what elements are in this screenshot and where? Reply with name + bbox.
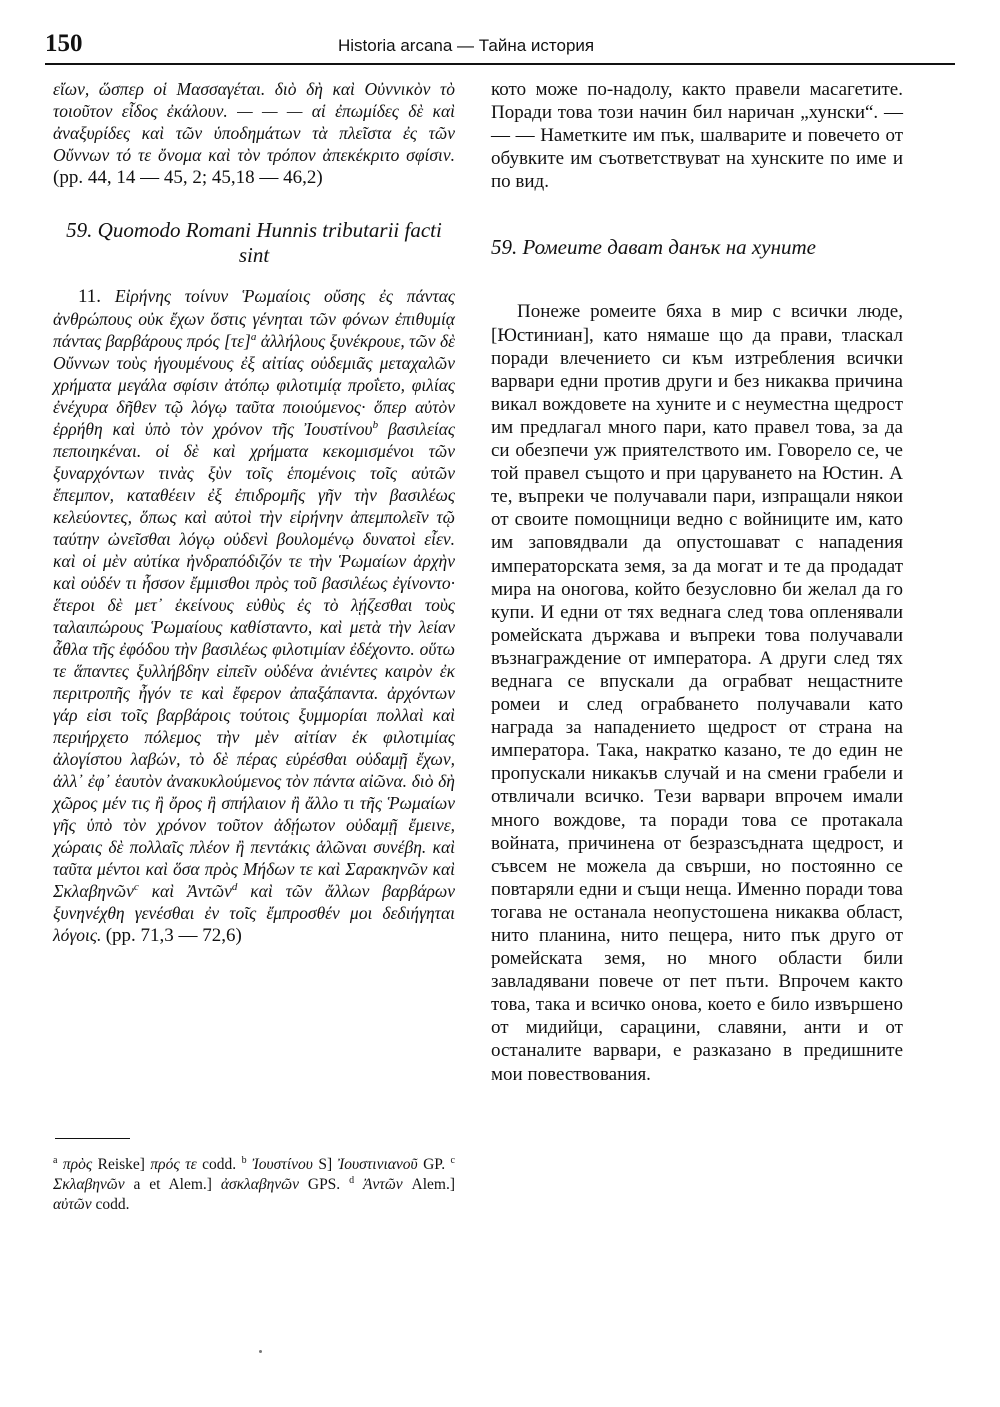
greek-paragraph-text-5: καὶ τῶν ἄλλων βαρβάρων ξυνηνέχθη γενέσθαι ἐν τοῖς ἔμπροσθέν μοι δεδιήγηται λόγοις. — [53, 881, 456, 945]
footnote-d-text-1: Alem.] — [402, 1176, 456, 1193]
bulgarian-column — [491, 78, 903, 1086]
print-speck — [259, 1350, 262, 1353]
note-marker-d: d — [231, 881, 238, 894]
footnote-a-text-2: codd. — [196, 1156, 242, 1173]
bulgarian-paragraph: Понеже ромеите бяха в мир с всички люде, [Юстиниан], като нямаше що да прави, тласкал поради влечението си към изтребления всички варвари едни против други и без никаква причина викал вождовете на хуните и с неуместна щедрост им предлагал много пари, като правел това, за да си обезпечи уж приятелството им. Говорело се, че той правел същото и при царуването на Юстин. А те, въпреки че получавали пари, изпращали някои от своите помощници ведно с войниците им, като им заповядвали да опустошават с нападения императорската земя, за да могат и те да продадат мира на оногова, който безусловно би желал да го купи. И едни от тях веднага след това опленявали ромейската държава и въпреки това получавали възнаграждение от императора. А други след тях веднага се впускали да ограбват нещастните ромеи и след ограбването получавали като награда за нападението щедрост от страна на императора. Така, накратко казано, те до един не пропускали никакъв случай и на смени грабели и отвличали всичко. Тези варвари впрочем имали много вождове, та поради това се протакала войната, причинена от безразсъдната щедрост, и съвсем не можела да свърши, но постоянно се повтаряли едни и същи неща. Именно поради това тогава не останала неопустошена никаква област, нито планина, нито пещера, нито пък друго от ромейската земя, но много области били завладявани повече от пет пъти. Впрочем както това, така и всичко онова, което е било извършено от мидийци, сарацини, славяни, анти и от останалите варвари, е разказано в предишните мои повествования. — [491, 301, 903, 1085]
footnote-a-greek-1: πρὸς — [62, 1156, 93, 1173]
footnote-a-text-1: Reiske] — [92, 1156, 151, 1173]
footnote-c-greek-2: ἀσκλαβηνῶν — [220, 1176, 299, 1193]
footnote-d-mark: d — [349, 1174, 355, 1186]
footnote-b-text-2: GP. — [417, 1156, 451, 1173]
footnote-b-text-1: S] — [312, 1156, 338, 1173]
note-marker-b: b — [372, 419, 379, 432]
greek-continuation — [53, 78, 455, 189]
footnote-d-greek-2: αὐτῶν — [53, 1196, 92, 1213]
greek-paragraph — [53, 285, 455, 947]
note-marker-c: c — [133, 881, 139, 894]
footnote-c-text-2: GPS. — [299, 1176, 350, 1193]
running-title: Historia arcana — Тайна история — [338, 36, 595, 55]
footnote-d-text-2: codd. — [91, 1196, 130, 1213]
greek-paragraph-text-4: καὶ Ἀντῶν — [138, 881, 232, 901]
greek-paragraph-text-3: βασιλείας πεποιηκέναι. οἱ δὲ καὶ χρήματα κεκομισμένοι τῶν ξυναρχόντων τινὰς ξὺν τοῖς ἑπομένοις τοῖς αὐτῶν ἔπεμπον, καταθέειν ἐξ ἐπιδρομῆς γῆν τὴν βασιλέως κελεύοντες, ὅπως καὶ αὐτοὶ τὴν εἰρήνην ἀπεμπολεῖν τῷ ταύτην ὠνεῖσθαι λόγῳ οὐδενὶ βουλομένῳ δυνατοὶ εἶεν. καὶ οἱ μὲν αὐτίκα ἠνδραπόδιζόν τε τὴν Ῥωμαίων ἀρχὴν καὶ οὐδέν τι ἧσσον ἔμμισθοι πρὸς τοῦ βασιλέως ἐγίνοντο· ἕτεροι δὲ μετ᾿ ἐκείνους εὐθὺς ἐς τὸ λῄζεσθαι τοὺς ταλαιπώρους Ῥωμαίους καθίσταντο, καὶ μετὰ τὴν λείαν ἆθλα τῆς ἐφόδου τὴν βασιλέως φιλοτιμίαν ἐδέχοντο. οὕτω τε ἅπαντες ξυλλήβδην εἰπεῖν οὐδένα ἀνιέντες καιρὸν ἐκ περιτροπῆς ἦγόν τε καὶ ἔφερον ἀπαξάπαντα. ἀρχόντων γάρ εἰσι τοῖς βαρβάροις τούτοις ξυμμορίαι πολλαὶ καὶ περιήρχετο πόλεμος τὴν μὲν αἰτίαν ἐκ φιλοτιμίας ἀλογίστου λαβών, τὸ δὲ πέρας εὑρέσθαι οὐδαμῇ ἔχων, ἀλλ᾿ ἐφ᾿ ἑαυτὸν ἀνακυκλούμενος τὸν πάντα αἰῶνα. διὸ δὴ χῶρος μέν τις ἢ ὄρος ἢ σπήλαιον ἢ ἄλλο τι τῆς Ῥωμαίων γῆς ὑπὸ τὸν χρόνον τοῦτον ἀδῄωτον οὐδαμῇ ἔμεινε, χώραις δὲ πολλαῖς πλέον ἢ πεντάκις ἁλῶναι συνέβη. καὶ ταῦτα μέντοι καὶ ὅσα πρὸς Μήδων τε καὶ Σαρακηνῶν καὶ Σκλαβηνῶν — [53, 419, 455, 901]
footnotes — [53, 1155, 455, 1215]
header-rule — [45, 63, 955, 65]
latin-section-heading: 59. Quomodo Romani Hunnis tributarii facti sint — [66, 218, 442, 267]
footnote-b-greek-2: Ἰουστινιανοῦ — [337, 1156, 418, 1173]
footnote-c-greek-1: Σκλαβηνῶν — [53, 1176, 125, 1193]
footnote-a-greek-2: πρός τε — [150, 1156, 197, 1173]
footnote-a-mark: a — [53, 1154, 58, 1166]
footnote-c-mark: c — [450, 1154, 455, 1166]
greek-paragraph-ref: (pp. 71,3 — 72,6) — [105, 925, 242, 946]
greek-paragraph-text-1: Εἰρήνης τοίνυν Ῥωμαίοις οὔσης ἐς πάντας ἀνθρώπους οὐκ ἔχων ὅστις γένηται τῶν φόνων ἐπιθυμίᾳ πάντας βαρβάρους πρός [τε] — [53, 286, 456, 351]
paragraph-number: 11. — [78, 286, 102, 307]
bulgarian-section-heading: 59. Ромеите дават данък на хуните — [491, 235, 816, 260]
page-number: 150 — [45, 30, 83, 57]
bulgarian-continuation: кото може по-надолу, както правели масагетите. Поради това този начин бил наричан „хунски“. — — — Наметките им пък, шалварите и повечето от обувките им съответствуват на хунските по име и по вид. — [491, 79, 903, 193]
greek-continuation-ref: (pp. 44, 14 — 45, 2; 45,18 — 46,2) — [53, 167, 323, 188]
footnote-b-greek-1: Ἰουστίνου — [252, 1156, 313, 1173]
footnote-rule — [55, 1138, 130, 1139]
footnote-b-mark: b — [241, 1154, 247, 1166]
latin-greek-column — [53, 78, 455, 947]
note-marker-a: a — [250, 331, 257, 344]
footnote-c-text-1: a et Alem.] — [124, 1176, 221, 1193]
footnote-d-greek-1: Ἀντῶν — [362, 1176, 403, 1193]
greek-continuation-text: εἴων, ὥσπερ οἱ Μασσαγέται. διὸ δὴ καὶ Οὐννικὸν τὸ τοιοῦτον εἶδος ἐκάλουν. — — — αἱ ἐπωμίδες δὲ καὶ ἀναξυρίδες καὶ τῶν ὑποδημάτων τὰ πλεῖστα ἐς τῶν Οὔννων τό τε ὄνομα καὶ τὸν τρόπον ἀπεκέκριτο σφίσιν. — [53, 79, 455, 165]
greek-paragraph-text-2: ἀλλήλους ξυνέκρουε, τῶν δὲ Οὔννων τοὺς ἡγουμένους ἐξ αἰτίας οὐδεμιᾶς μεταχαλῶν χρήματα μεγάλα σφίσιν ἀτόπῳ φιλοτιμίᾳ προΐετο, φιλίας ἐνέχυρα δῆθεν τῷ λόγῳ ταῦτα ποιούμενος· ὅπερ αὐτὸν ἐρρήθη καὶ ὑπὸ τὸν χρόνον τῆς Ἰουστίνου — [53, 331, 455, 439]
page-header — [45, 30, 955, 66]
